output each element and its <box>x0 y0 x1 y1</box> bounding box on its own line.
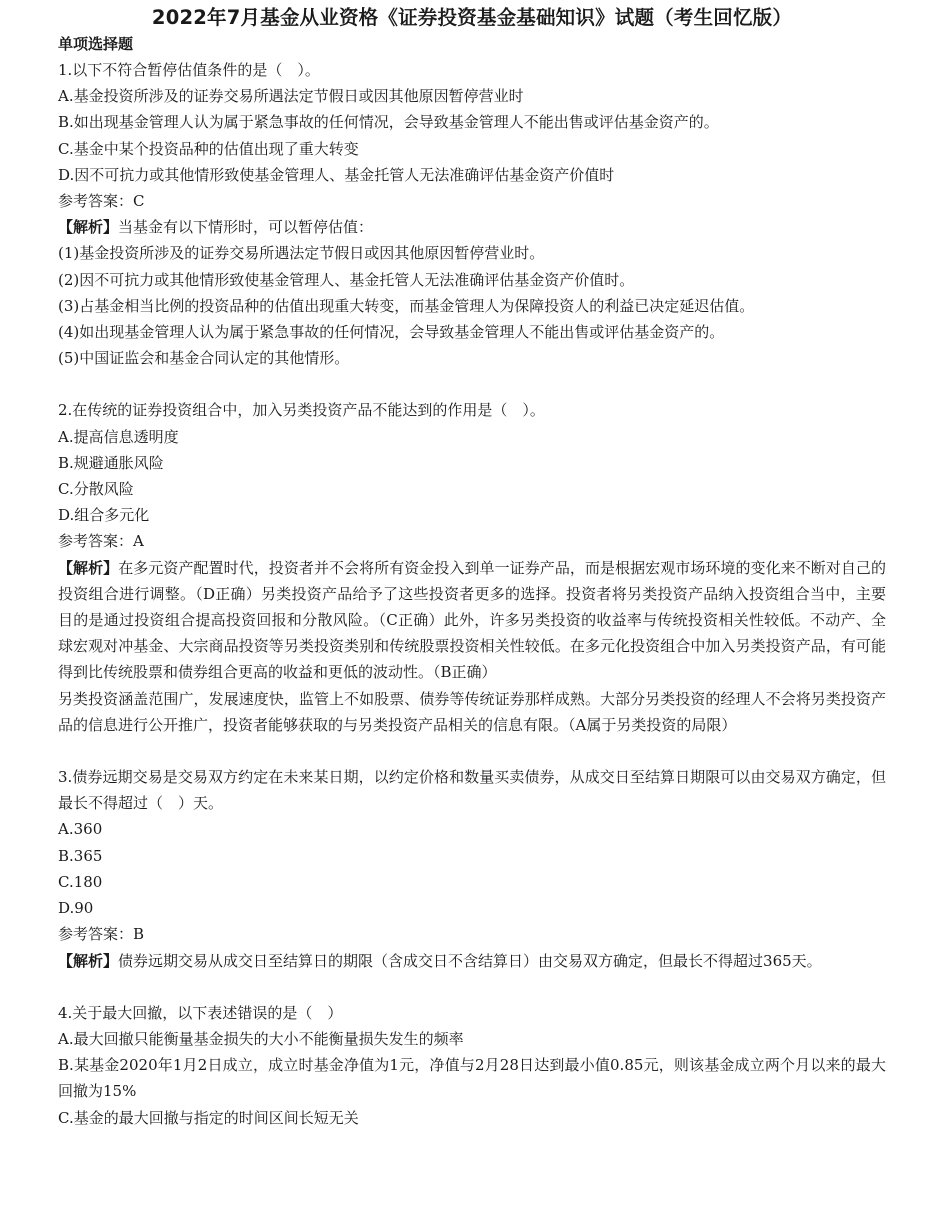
analysis-line: (1)基金投资所涉及的证券交易所遇法定节假日或因其他原因暂停营业时。 <box>58 244 545 263</box>
answer: 参考答案：B <box>58 925 145 944</box>
option-c: C.分散风险 <box>58 480 134 499</box>
analysis-text: 在多元资产配置时代，投资者并不会将所有资金投入到单一证券产品，而是根据宏观市场环境的变化来不断对自己的投资组合进行调整。（D正确）另类投资产品给予了这些投资者更多的选择。投资者将另类投资产品纳入投资组合当中，主要目的是通过投资组合提高投资回报和分散风险。（C正确）此外，许多另类投资的收益率与传统投资相关性较低。不动产、全球宏观对冲基金、大宗商品投资等另类投资类别和传统股票投资相关性较低。在多元化投资组合中加入另类投资产品，有可能得到比传统股票和债券组合更高的收益和更低的波动性。（B正确） <box>58 558 886 682</box>
option-c: C.基金中某个投资品种的估值出现了重大转变 <box>58 139 359 158</box>
option-b: B.如出现基金管理人认为属于紧急事故的任何情况，会导致基金管理人不能出售或评估基金资产的。 <box>58 113 719 132</box>
section-heading: 单项选择题 <box>58 35 134 53</box>
analysis-label: 【解析】 <box>58 218 119 237</box>
option-a: A.最大回撤只能衡量基金损失的大小不能衡量损失发生的频率 <box>58 1029 464 1048</box>
option-d: D.90 <box>58 899 94 918</box>
option-d: D.因不可抗力或其他情形致使基金管理人、基金托管人无法准确评估基金资产价值时 <box>58 165 615 184</box>
question-stem: 3.债券远期交易是交易双方约定在未来某日期，以约定价格和数量买卖债券，从成交日至结算日期限可以由交易双方确定，但最长不得超过（ ）天。 <box>58 768 886 813</box>
analysis-line: (3)占基金相当比例的投资品种的估值出现重大转变，而基金管理人为保障投资人的利益已决定延迟估值。 <box>58 296 755 315</box>
analysis-line: (2)因不可抗力或其他情形致使基金管理人、基金托管人无法准确评估基金资产价值时。 <box>58 270 635 289</box>
analysis-line: (5)中国证监会和基金合同认定的其他情形。 <box>58 349 350 368</box>
option-b: B.规避通胀风险 <box>58 453 164 472</box>
answer: 参考答案：A <box>58 532 144 551</box>
question-stem: 2.在传统的证券投资组合中，加入另类投资产品不能达到的作用是（ ）。 <box>58 401 545 420</box>
question-stem: 1.以下不符合暂停估值条件的是（ ）。 <box>58 61 320 79</box>
question-2 <box>58 397 886 738</box>
document-title: 2022年7月基金从业资格《证券投资基金基础知识》试题（考生回忆版） <box>151 6 793 29</box>
analysis <box>58 214 886 240</box>
analysis-text: 当基金有以下情形时，可以暂停估值： <box>118 218 374 237</box>
option-a: A.360 <box>58 820 103 839</box>
analysis-text: 债券远期交易从成交日至结算日的期限（含成交日不含结算日）由交易双方确定，但最长不得超过365天。 <box>118 951 822 970</box>
option-b: B.365 <box>58 846 103 865</box>
question-4 <box>58 1000 886 1131</box>
option-b: B.某基金2020年1月2日成立，成立时基金净值为1元，净值与2月28日达到最小值0.85元，则该基金成立两个月以来的最大回撤为15% <box>58 1056 886 1101</box>
option-c: C.基金的最大回撤与指定的时间区间长短无关 <box>58 1108 359 1127</box>
option-d: D.组合多元化 <box>58 506 150 525</box>
spacer <box>58 371 886 397</box>
question-1 <box>58 57 886 371</box>
analysis-extra: 另类投资涵盖范围广，发展速度快，监管上不如股票、债券等传统证券那样成熟。大部分另类投资的经理人不会将另类投资产品的信息进行公开推广，投资者能够获取的与另类投资产品相关的信息有限。（A属于另类投资的局限） <box>58 689 886 734</box>
answer: 参考答案：C <box>58 192 145 211</box>
option-c: C.180 <box>58 872 103 891</box>
question-3 <box>58 764 886 974</box>
analysis-line: (4)如出现基金管理人认为属于紧急事故的任何情况，会导致基金管理人不能出售或评估基金资产的。 <box>58 323 725 342</box>
spacer <box>58 738 886 764</box>
analysis <box>58 555 886 686</box>
analysis-label: 【解析】 <box>58 951 119 970</box>
question-stem: 4.关于最大回撤，以下表述错误的是（ ） <box>58 1003 343 1022</box>
analysis <box>58 948 886 974</box>
analysis-label: 【解析】 <box>58 558 119 577</box>
option-a: A.基金投资所涉及的证券交易所遇法定节假日或因其他原因暂停营业时 <box>58 87 524 106</box>
spacer <box>58 974 886 1000</box>
option-a: A.提高信息透明度 <box>58 427 179 446</box>
